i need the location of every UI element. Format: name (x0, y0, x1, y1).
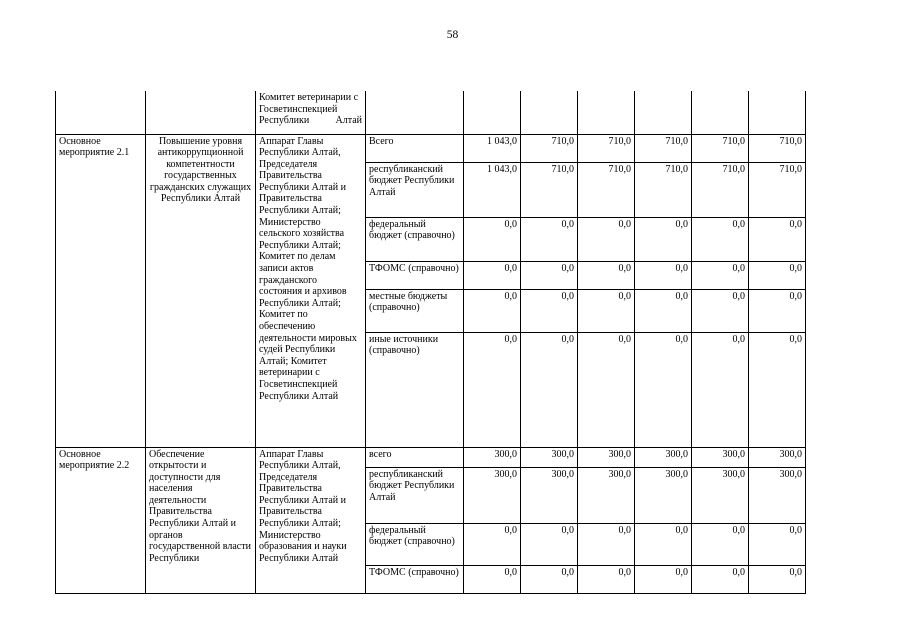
value-cell: 0,0 (578, 261, 635, 289)
funding-source: ТФОМС (справочно) (366, 565, 464, 593)
measure-code-cell (56, 134, 146, 447)
value-cell: 0,0 (578, 289, 635, 332)
value-cell: 0,0 (464, 332, 521, 447)
funding-source: иные источники (справочно) (366, 332, 464, 447)
value-cell: 0,0 (635, 289, 692, 332)
executor-text: Аппарат Главы Республики Алтай, Председателя Правительства Республики Алтай и Правительства Республики Алтай; Министерство сельского хозяйства Республики Алтай; Комитет по делам записи актов гражданского состояния и архивов Республики Алтай; Комитет по обеспечению деятельности мировых судей Республики Алтай; Комитет ветеринарии с Госветинспекцией Республики Алтай (259, 135, 357, 402)
value-cell: 0,0 (464, 217, 521, 261)
value-cell: 0,0 (521, 261, 578, 289)
value-cell: 0,0 (521, 565, 578, 593)
value-cell: 710,0 (635, 162, 692, 217)
empty-cell (749, 91, 806, 134)
funding-source: федеральный бюджет (справочно) (366, 217, 464, 261)
value-cell: 710,0 (692, 134, 749, 162)
value-cell: 0,0 (521, 332, 578, 447)
value-cell: 0,0 (692, 332, 749, 447)
value-cell: 0,0 (692, 217, 749, 261)
value-cell: 0,0 (635, 523, 692, 565)
value-cell: 0,0 (578, 565, 635, 593)
value-cell: 710,0 (578, 162, 635, 217)
value-cell: 710,0 (521, 134, 578, 162)
value-cell: 300,0 (521, 467, 578, 523)
value-cell: 0,0 (464, 565, 521, 593)
executor-text: Аппарат Главы Республики Алтай, Председателя Правительства Республики Алтай и Правительства Республики Алтай; Министерство образования и науки Республики Алтай (259, 448, 347, 564)
funding-source: всего (366, 447, 464, 467)
measure-name-cell (146, 447, 256, 593)
funding-source: местные бюджеты (справочно) (366, 289, 464, 332)
value-cell: 0,0 (692, 523, 749, 565)
funding-source: федеральный бюджет (справочно) (366, 523, 464, 565)
value-cell: 0,0 (692, 289, 749, 332)
value-cell: 0,0 (578, 217, 635, 261)
measure-name: Повышение уровня антикоррупционной компетентности государственных гражданских служащих Республики Алтай (149, 135, 252, 205)
empty-cell (635, 91, 692, 134)
executor-cell (256, 134, 366, 447)
value-cell: 0,0 (521, 523, 578, 565)
value-cell: 0,0 (749, 565, 806, 593)
measure-name: Обеспечение открытости и доступности для населения деятельности Правительства Республики Алтай и органов государственной власти Республики (149, 448, 251, 564)
measure-code: Основное мероприятие 2.1 (59, 135, 130, 159)
value-cell: 0,0 (692, 261, 749, 289)
empty-cell (578, 91, 635, 134)
measure-2-2-row-0 (56, 447, 806, 467)
value-cell: 1 043,0 (464, 134, 521, 162)
value-cell: 300,0 (521, 447, 578, 467)
funding-source: ТФОМС (справочно) (366, 261, 464, 289)
value-cell: 300,0 (578, 467, 635, 523)
funding-source: республиканский бюджет Республики Алтай (366, 162, 464, 217)
value-cell: 300,0 (749, 467, 806, 523)
empty-cell (692, 91, 749, 134)
empty-cell (146, 91, 256, 134)
value-cell: 710,0 (692, 162, 749, 217)
value-cell: 0,0 (521, 289, 578, 332)
executor-cell (256, 91, 366, 134)
value-cell: 300,0 (578, 447, 635, 467)
measure-code: Основное мероприятие 2.2 (59, 448, 130, 472)
value-cell: 0,0 (578, 332, 635, 447)
empty-cell (464, 91, 521, 134)
value-cell: 0,0 (749, 289, 806, 332)
value-cell: 0,0 (464, 289, 521, 332)
value-cell: 710,0 (635, 134, 692, 162)
value-cell: 300,0 (692, 447, 749, 467)
empty-cell (56, 91, 146, 134)
value-cell: 300,0 (692, 467, 749, 523)
value-cell: 300,0 (749, 447, 806, 467)
value-cell: 0,0 (464, 261, 521, 289)
value-cell: 0,0 (521, 217, 578, 261)
value-cell: 300,0 (635, 467, 692, 523)
value-cell: 0,0 (578, 523, 635, 565)
value-cell: 710,0 (578, 134, 635, 162)
value-cell: 0,0 (635, 332, 692, 447)
value-cell: 0,0 (692, 565, 749, 593)
value-cell: 0,0 (749, 217, 806, 261)
value-cell: 710,0 (749, 134, 806, 162)
value-cell: 1 043,0 (464, 162, 521, 217)
value-cell: 0,0 (635, 565, 692, 593)
measure-2-1-row-0 (56, 134, 806, 162)
value-cell: 0,0 (635, 217, 692, 261)
funding-source: республиканский бюджет Республики Алтай (366, 467, 464, 523)
measure-code-cell (56, 447, 146, 593)
value-cell: 300,0 (464, 467, 521, 523)
page-number: 58 (446, 29, 459, 41)
value-cell: 300,0 (464, 447, 521, 467)
empty-cell (366, 91, 464, 134)
empty-cell (521, 91, 578, 134)
measure-name-cell (146, 134, 256, 447)
value-cell: 0,0 (464, 523, 521, 565)
value-cell: 0,0 (635, 261, 692, 289)
value-cell: 0,0 (749, 332, 806, 447)
executor-text: Комитет ветеринарии с Госветинспекцией Республики Алтай (259, 92, 362, 127)
financing-table (55, 91, 806, 594)
value-cell: 710,0 (749, 162, 806, 217)
executor-cell (256, 447, 366, 593)
value-cell: 300,0 (635, 447, 692, 467)
value-cell: 0,0 (749, 523, 806, 565)
funding-source: Всего (366, 134, 464, 162)
continuation-row (56, 91, 806, 134)
value-cell: 0,0 (749, 261, 806, 289)
value-cell: 710,0 (521, 162, 578, 217)
